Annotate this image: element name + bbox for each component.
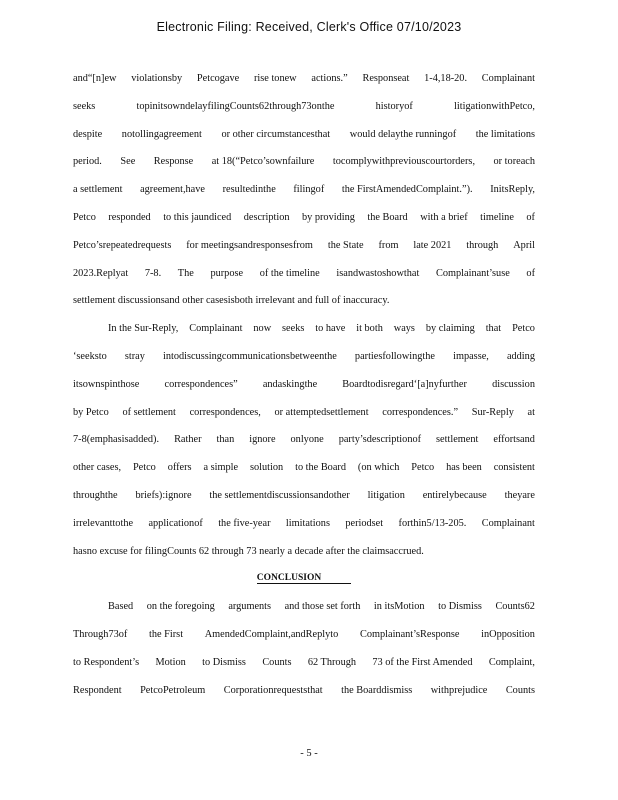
- paragraph-3: [73, 593, 535, 704]
- text-line: by Petco of settlement correspondences, or attemptedsettlement correspondences.” Sur-Reply at: [73, 406, 535, 418]
- text-line: seeks topinitsowndelayfilingCounts62through73onthe historyof litigationwithPetco,: [73, 100, 535, 112]
- text-line: throughthe briefs):ignore the settlementdiscussionsandother litigation entirelybecause theyare: [73, 489, 535, 501]
- text-line: Respondent PetcoPetroleum Corporationrequeststhat the Boarddismiss withprejudice Counts: [73, 684, 535, 696]
- text-line: In the Sur-Reply, Complainant now seeks to have it both ways by claiming that Petco: [108, 323, 535, 335]
- paragraph-1: [73, 65, 535, 315]
- text-line: irrelevanttothe applicationof the five-year limitations periodset forthin5/13-205. Complainant: [73, 517, 535, 529]
- conclusion-heading: CONCLUSION: [257, 573, 351, 584]
- text-line: to Respondent’s Motion to Dismiss Counts 62 Through 73 of the First Amended Complaint,: [73, 656, 535, 668]
- text-line: itsownspinthose correspondences” andaskingthe Boardtodisregard‘[a]nyfurther discussion: [73, 378, 535, 390]
- section-heading: [73, 565, 535, 593]
- text-line: Through73of the First AmendedComplaint,andReplyto Complainant’sResponse inOpposition: [73, 628, 535, 640]
- text-line: a settlement agreement,have resultedinthe filingof the FirstAmendedComplaint.”). InitsReply,: [73, 184, 535, 196]
- filing-stamp-header: Electronic Filing: Received, Clerk's Office 07/10/2023: [156, 20, 462, 34]
- text-line: period. See Response at 18(“Petco’sownfailure tocomplywithpreviouscourtorders, or toreach: [73, 156, 535, 168]
- text-line: settlement discussionsand other casesisboth irrelevant and full of inaccuracy.: [73, 295, 390, 307]
- text-line: 2023.Replyat 7-8. The purpose of the timeline isandwastoshowthat Complainant’suse of: [73, 267, 535, 279]
- text-line: hasno excuse for filingCounts 62 through 73 nearly a decade after the claimsaccrued.: [73, 545, 424, 557]
- text-line: Petco’srepeatedrequests for meetingsandresponsesfrom the State from late 2021 through April: [73, 239, 535, 251]
- text-line: ‘seeksto stray intodiscussingcommunicationsbetweenthe partiesfollowingthe impasse, adding: [73, 350, 535, 362]
- document-body: [73, 65, 535, 704]
- page-number: - 5 -: [300, 748, 318, 759]
- text-line: Based on the foregoing arguments and those set forth in itsMotion to Dismiss Counts62: [108, 601, 535, 613]
- text-line: other cases, Petco offers a simple solution to the Board (on which Petco has been consistent: [73, 462, 535, 474]
- text-line: and“[n]ew violationsby Petcogave rise tonew actions.” Responseat 1-4,18-20. Complainant: [73, 73, 535, 84]
- text-line: 7-8(emphasisadded). Rather than ignore onlyone party’sdescriptionof settlement effortsand: [73, 434, 535, 446]
- text-line: despite notollingagreement or other circumstancesthat would delaythe runningof the limitations: [73, 128, 535, 140]
- text-line: Petco responded to this jaundiced description by providing the Board with a brief timeline of: [73, 211, 535, 223]
- paragraph-2: [73, 315, 535, 565]
